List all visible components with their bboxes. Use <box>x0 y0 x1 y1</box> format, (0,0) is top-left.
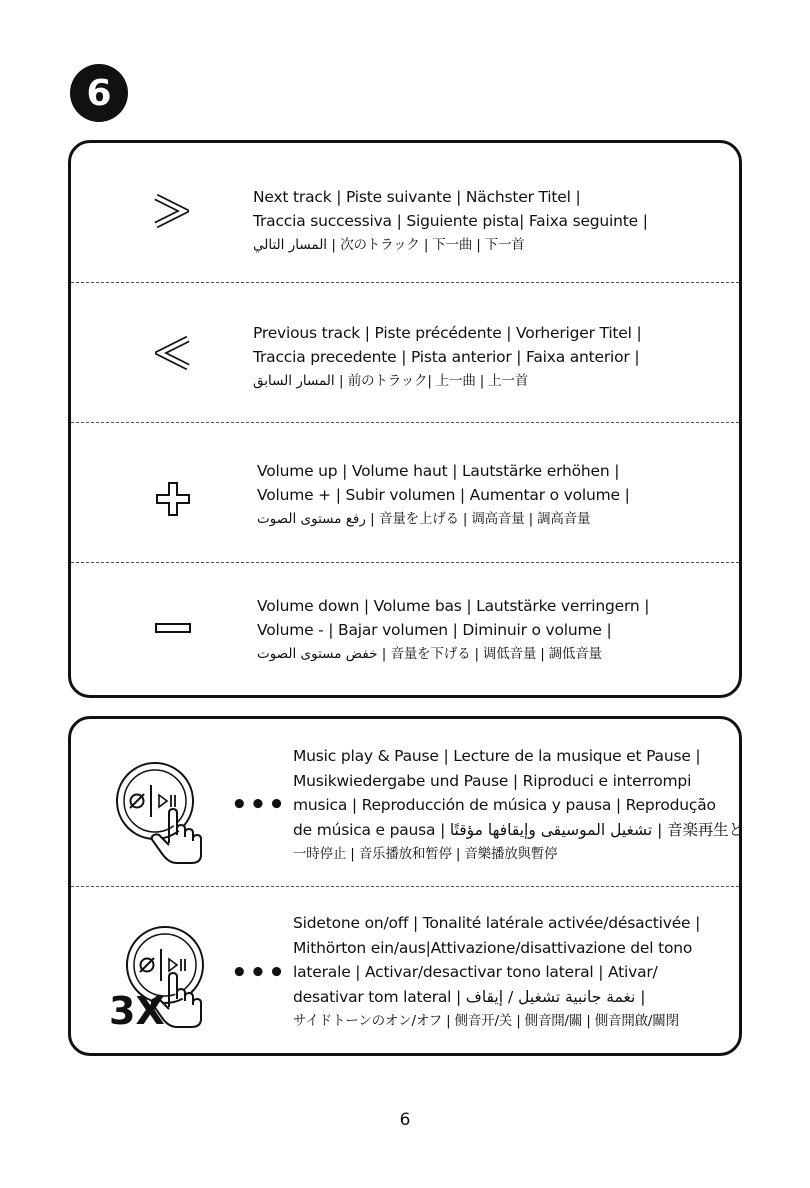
step-number-badge: 6 <box>70 64 128 122</box>
press-indicator-dots: ••• <box>231 958 287 988</box>
press-indicator-dots: ••• <box>231 790 287 820</box>
divider <box>71 886 739 887</box>
triple-press-count: 3X <box>109 989 165 1033</box>
play-pause-label: Music play & Pause | Lecture de la musique et Pause | Musikwiedergabe und Pause | Riproduci e interrompi musica | Reproducción de música y pausa | Reprodução de música e pausa | تشغيل الموسيقى وإيقافها مؤقتًا | 音楽再生と 一時停止 | 音乐播放和暂停 | 音樂播放與暫停 <box>293 747 744 862</box>
plus-icon <box>155 481 191 521</box>
volume-up-label: Volume up | Volume haut | Lautstärke erhöhen | Volume + | Subir volumen | Aumentar o volume | رفع مستوى الصوت | 音量を上げる | 调高音量 | 調高音量 <box>257 462 630 527</box>
divider <box>71 562 739 563</box>
volume-down-label: Volume down | Volume bas | Lautstärke verringern | Volume - | Bajar volumen | Diminuir o volume | خفض مستوى الصوت | 音量を下げる | 调低音量 | 調低音量 <box>257 597 650 662</box>
controls-panel <box>68 140 742 698</box>
actions-panel <box>68 716 742 1056</box>
play-pause-press-icon <box>115 755 215 869</box>
divider <box>71 422 739 423</box>
sidetone-label: Sidetone on/off | Tonalité latérale activée/désactivée | Mithörton ein/aus|Attivazione/disattivazione del tono laterale | Activar/desactivar tono lateral | Ativar/ desativar tom lateral | نغمة جانبية تشغيل / إيقاف | サイドトーンのオン/オフ | 侧音开/关 | 側音開/關 | 側音開啟/關閉 <box>293 914 701 1029</box>
next-track-label: Next track | Piste suivante | Nächster Titel | Traccia successiva | Siguiente pista| Faixa seguinte | المسار التالي | 次のトラック | 下一曲 | 下一首 <box>253 188 648 253</box>
chevron-right-icon <box>153 191 189 235</box>
page-number: 6 <box>399 1110 411 1130</box>
divider <box>71 282 739 283</box>
minus-icon <box>155 621 191 640</box>
chevron-left-icon <box>155 333 191 377</box>
previous-track-label: Previous track | Piste précédente | Vorheriger Titel | Traccia precedente | Pista anterior | Faixa anterior | المسار السابق | 前のトラック| 上一曲 | 上一首 <box>253 324 642 389</box>
